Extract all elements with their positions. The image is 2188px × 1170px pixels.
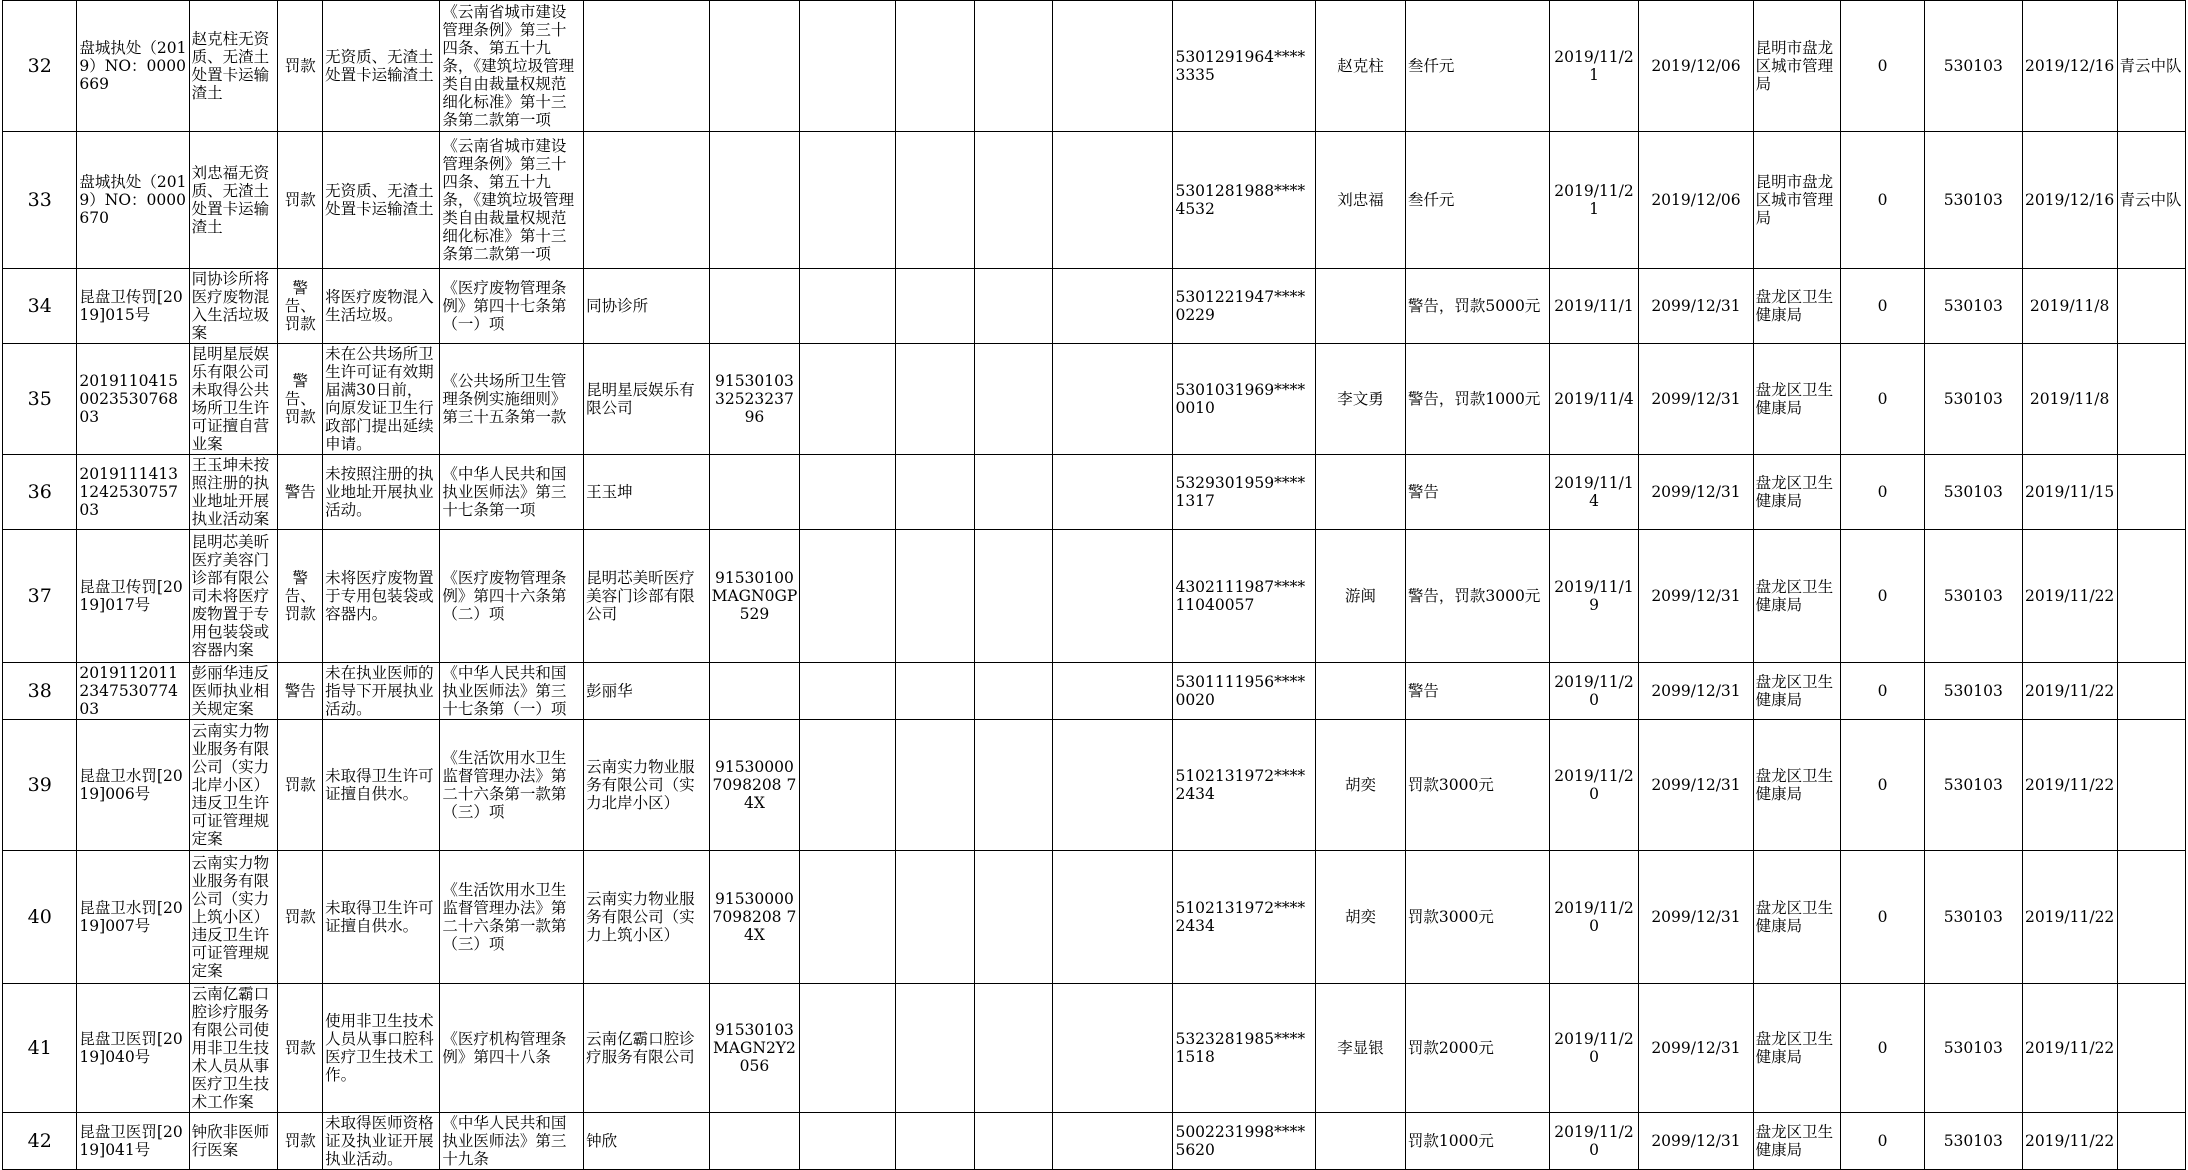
table-row — [3, 455, 2186, 530]
region-code-cell[interactable]: 530103 — [1924, 344, 2022, 455]
legal-representative-cell[interactable]: 胡奕 — [1316, 851, 1406, 984]
table-row — [3, 269, 2186, 344]
row-number-cell[interactable]: 37 — [3, 530, 77, 663]
penalty-type-cell[interactable]: 罚款 — [278, 984, 323, 1113]
status-code-cell[interactable]: 0 — [1841, 530, 1925, 663]
legal-basis-cell[interactable]: 《生活饮用水卫生监督管理办法》第二十六条第一款第（三）项 — [440, 720, 584, 851]
id-number-cell[interactable]: 5301111956****0020 — [1173, 663, 1316, 720]
case-number-cell[interactable]: 昆盘卫医罚[2019]041号 — [77, 1113, 189, 1170]
violation-facts-cell[interactable]: 未取得卫生许可证擅自供水。 — [323, 851, 440, 984]
case-name-cell[interactable]: 赵克柱无资质、无渣土处置卡运输渣土 — [189, 1, 278, 132]
id-number-cell[interactable]: 5301031969****0010 — [1173, 344, 1316, 455]
case-number-cell[interactable]: 2019111413124253075703 — [77, 455, 189, 530]
team-cell[interactable] — [2117, 1113, 2185, 1170]
legal-basis-cell[interactable]: 《医疗废物管理条例》第四十六条第（二）项 — [440, 530, 584, 663]
authority-cell[interactable]: 盘龙区卫生健康局 — [1753, 455, 1841, 530]
case-name-cell[interactable]: 钟欣非医师行医案 — [189, 1113, 278, 1170]
publish-date-cell[interactable]: 2019/12/16 — [2022, 1, 2117, 132]
case-number-cell[interactable]: 盘城执处（2019）NO：0000669 — [77, 1, 189, 132]
valid-until-cell[interactable]: 2019/12/06 — [1639, 1, 1753, 132]
legal-representative-cell[interactable] — [1316, 269, 1406, 344]
violation-facts-cell[interactable]: 未取得医师资格证及执业证开展执业活动。 — [323, 1113, 440, 1170]
blank-col-9-cell[interactable] — [800, 720, 896, 851]
blank-col-12-cell[interactable] — [1053, 663, 1173, 720]
status-code-cell[interactable]: 0 — [1841, 132, 1925, 269]
valid-until-cell[interactable]: 2099/12/31 — [1639, 984, 1753, 1113]
legal-representative-cell[interactable] — [1316, 663, 1406, 720]
penalty-type-cell[interactable]: 警告、罚款 — [278, 269, 323, 344]
penalty-type-cell[interactable]: 罚款 — [278, 851, 323, 984]
penalty-content-cell[interactable]: 罚款3000元 — [1405, 851, 1549, 984]
valid-until-cell[interactable]: 2099/12/31 — [1639, 1113, 1753, 1170]
case-number-cell[interactable]: 昆盘卫医罚[2019]040号 — [77, 984, 189, 1113]
blank-col-12-cell[interactable] — [1053, 269, 1173, 344]
authority-cell[interactable]: 昆明市盘龙区城市管理局 — [1753, 132, 1841, 269]
blank-col-9-cell[interactable] — [800, 1, 896, 132]
valid-until-cell[interactable]: 2099/12/31 — [1639, 530, 1753, 663]
decision-date-cell[interactable]: 2019/11/20 — [1549, 720, 1639, 851]
party-name-cell[interactable]: 昆明芯美昕医疗美容门诊部有限公司 — [584, 530, 709, 663]
table-row — [3, 984, 2186, 1113]
decision-date-cell[interactable]: 2019/11/20 — [1549, 984, 1639, 1113]
blank-col-11-cell[interactable] — [974, 851, 1053, 984]
penalty-type-cell[interactable]: 警告 — [278, 663, 323, 720]
status-code-cell[interactable]: 0 — [1841, 851, 1925, 984]
case-number-cell[interactable]: 昆盘卫水罚[2019]007号 — [77, 851, 189, 984]
case-name-cell[interactable]: 彭丽华违反医师执业相关规定案 — [189, 663, 278, 720]
credit-code-cell[interactable]: 915300007098208 74X — [709, 720, 800, 851]
blank-col-9-cell[interactable] — [800, 269, 896, 344]
case-name-cell[interactable]: 王玉坤未按照注册的执业地址开展执业活动案 — [189, 455, 278, 530]
blank-col-11-cell[interactable] — [974, 455, 1053, 530]
valid-until-cell[interactable]: 2099/12/31 — [1639, 269, 1753, 344]
row-number-cell[interactable]: 33 — [3, 132, 77, 269]
blank-col-10-cell[interactable] — [896, 663, 975, 720]
publish-date-cell[interactable]: 2019/11/22 — [2022, 530, 2117, 663]
blank-col-10-cell[interactable] — [896, 269, 975, 344]
id-number-cell[interactable]: 5102131972****2434 — [1173, 851, 1316, 984]
case-number-cell[interactable]: 2019110415002353076803 — [77, 344, 189, 455]
case-name-cell[interactable]: 昆明星辰娱乐有限公司未取得公共场所卫生许可证擅自营业案 — [189, 344, 278, 455]
blank-col-12-cell[interactable] — [1053, 132, 1173, 269]
id-number-cell[interactable]: 5301221947****0229 — [1173, 269, 1316, 344]
penalty-content-cell[interactable]: 罚款2000元 — [1405, 984, 1549, 1113]
credit-code-cell[interactable]: 91530103MAGN2Y2056 — [709, 984, 800, 1113]
row-number-cell[interactable]: 32 — [3, 1, 77, 132]
row-number-cell[interactable]: 34 — [3, 269, 77, 344]
row-number-cell[interactable]: 39 — [3, 720, 77, 851]
valid-until-cell[interactable]: 2099/12/31 — [1639, 663, 1753, 720]
legal-representative-cell[interactable]: 李显银 — [1316, 984, 1406, 1113]
region-code-cell[interactable]: 530103 — [1924, 984, 2022, 1113]
legal-basis-cell[interactable]: 《中华人民共和国执业医师法》第三十七条第（一）项 — [440, 663, 584, 720]
blank-col-10-cell[interactable] — [896, 720, 975, 851]
penalty-content-cell[interactable]: 叁仟元 — [1405, 1, 1549, 132]
blank-col-10-cell[interactable] — [896, 344, 975, 455]
party-name-cell[interactable]: 彭丽华 — [584, 663, 709, 720]
case-name-cell[interactable]: 同协诊所将医疗废物混入生活垃圾案 — [189, 269, 278, 344]
authority-cell[interactable]: 盘龙区卫生健康局 — [1753, 720, 1841, 851]
region-code-cell[interactable]: 530103 — [1924, 455, 2022, 530]
decision-date-cell[interactable]: 2019/11/21 — [1549, 1, 1639, 132]
status-code-cell[interactable]: 0 — [1841, 1113, 1925, 1170]
publish-date-cell[interactable]: 2019/12/16 — [2022, 132, 2117, 269]
authority-cell[interactable]: 盘龙区卫生健康局 — [1753, 344, 1841, 455]
case-number-cell[interactable]: 昆盘卫传罚[2019]017号 — [77, 530, 189, 663]
credit-code-cell[interactable] — [709, 269, 800, 344]
violation-facts-cell[interactable]: 无资质、无渣土处置卡运输渣土 — [323, 1, 440, 132]
region-code-cell[interactable]: 530103 — [1924, 132, 2022, 269]
table-row — [3, 344, 2186, 455]
legal-representative-cell[interactable] — [1316, 1113, 1406, 1170]
team-cell[interactable]: 青云中队 — [2117, 1, 2185, 132]
blank-col-10-cell[interactable] — [896, 530, 975, 663]
party-name-cell[interactable]: 昆明星辰娱乐有限公司 — [584, 344, 709, 455]
status-code-cell[interactable]: 0 — [1841, 344, 1925, 455]
legal-basis-cell[interactable]: 《中华人民共和国执业医师法》第三十九条 — [440, 1113, 584, 1170]
decision-date-cell[interactable]: 2019/11/14 — [1549, 455, 1639, 530]
blank-col-12-cell[interactable] — [1053, 455, 1173, 530]
violation-facts-cell[interactable]: 将医疗废物混入生活垃圾。 — [323, 269, 440, 344]
legal-basis-cell[interactable]: 《云南省城市建设管理条例》第三十四条、第五十九条，《建筑垃圾管理类自由裁量权规范细化标准》第十三条第二款第一项 — [440, 1, 584, 132]
penalty-content-cell[interactable]: 警告，罚款1000元 — [1405, 344, 1549, 455]
legal-representative-cell[interactable]: 胡奕 — [1316, 720, 1406, 851]
table-row — [3, 132, 2186, 269]
penalty-type-cell[interactable]: 警告、罚款 — [278, 530, 323, 663]
blank-col-12-cell[interactable] — [1053, 1113, 1173, 1170]
penalty-type-cell[interactable]: 罚款 — [278, 1, 323, 132]
penalty-content-cell[interactable]: 警告，罚款3000元 — [1405, 530, 1549, 663]
penalty-type-cell[interactable]: 罚款 — [278, 720, 323, 851]
publish-date-cell[interactable]: 2019/11/22 — [2022, 720, 2117, 851]
party-name-cell[interactable]: 王玉坤 — [584, 455, 709, 530]
team-cell[interactable] — [2117, 720, 2185, 851]
legal-basis-cell[interactable]: 《云南省城市建设管理条例》第三十四条、第五十九条，《建筑垃圾管理类自由裁量权规范细化标准》第十三条第二款第一项 — [440, 132, 584, 269]
status-code-cell[interactable]: 0 — [1841, 269, 1925, 344]
blank-col-12-cell[interactable] — [1053, 984, 1173, 1113]
team-cell[interactable]: 青云中队 — [2117, 132, 2185, 269]
blank-col-9-cell[interactable] — [800, 663, 896, 720]
id-number-cell[interactable]: 5323281985****1518 — [1173, 984, 1316, 1113]
status-code-cell[interactable]: 0 — [1841, 455, 1925, 530]
penalty-content-cell[interactable]: 叁仟元 — [1405, 132, 1549, 269]
penalty-content-cell[interactable]: 罚款3000元 — [1405, 720, 1549, 851]
blank-col-9-cell[interactable] — [800, 984, 896, 1113]
blank-col-9-cell[interactable] — [800, 530, 896, 663]
legal-representative-cell[interactable]: 李文勇 — [1316, 344, 1406, 455]
violation-facts-cell[interactable]: 未在执业医师的指导下开展执业活动。 — [323, 663, 440, 720]
case-name-cell[interactable]: 云南实力物业服务有限公司（实力北岸小区）违反卫生许可证管理规定案 — [189, 720, 278, 851]
row-number-cell[interactable]: 42 — [3, 1113, 77, 1170]
region-code-cell[interactable]: 530103 — [1924, 663, 2022, 720]
case-name-cell[interactable]: 昆明芯美昕医疗美容门诊部有限公司未将医疗废物置于专用包装袋或容器内案 — [189, 530, 278, 663]
publish-date-cell[interactable]: 2019/11/22 — [2022, 663, 2117, 720]
credit-code-cell[interactable] — [709, 1, 800, 132]
row-number-cell[interactable]: 41 — [3, 984, 77, 1113]
credit-code-cell[interactable]: 915300007098208 74X — [709, 851, 800, 984]
table-row — [3, 720, 2186, 851]
violation-facts-cell[interactable]: 使用非卫生技术人员从事口腔科医疗卫生技术工作。 — [323, 984, 440, 1113]
blank-col-10-cell[interactable] — [896, 984, 975, 1113]
team-cell[interactable] — [2117, 984, 2185, 1113]
status-code-cell[interactable]: 0 — [1841, 720, 1925, 851]
blank-col-11-cell[interactable] — [974, 1113, 1053, 1170]
legal-representative-cell[interactable]: 刘忠福 — [1316, 132, 1406, 269]
publish-date-cell[interactable]: 2019/11/8 — [2022, 269, 2117, 344]
valid-until-cell[interactable]: 2099/12/31 — [1639, 720, 1753, 851]
blank-col-9-cell[interactable] — [800, 1113, 896, 1170]
team-cell[interactable] — [2117, 455, 2185, 530]
blank-col-11-cell[interactable] — [974, 132, 1053, 269]
decision-date-cell[interactable]: 2019/11/20 — [1549, 851, 1639, 984]
region-code-cell[interactable]: 530103 — [1924, 269, 2022, 344]
team-cell[interactable] — [2117, 530, 2185, 663]
publish-date-cell[interactable]: 2019/11/22 — [2022, 1113, 2117, 1170]
case-number-cell[interactable]: 2019112011234753077403 — [77, 663, 189, 720]
authority-cell[interactable]: 盘龙区卫生健康局 — [1753, 1113, 1841, 1170]
id-number-cell[interactable]: 5002231998****5620 — [1173, 1113, 1316, 1170]
table-row — [3, 1, 2186, 132]
party-name-cell[interactable]: 同协诊所 — [584, 269, 709, 344]
decision-date-cell[interactable]: 2019/11/4 — [1549, 344, 1639, 455]
credit-code-cell[interactable] — [709, 663, 800, 720]
region-code-cell[interactable]: 530103 — [1924, 1113, 2022, 1170]
blank-col-10-cell[interactable] — [896, 455, 975, 530]
region-code-cell[interactable]: 530103 — [1924, 851, 2022, 984]
valid-until-cell[interactable]: 2099/12/31 — [1639, 455, 1753, 530]
status-code-cell[interactable]: 0 — [1841, 984, 1925, 1113]
team-cell[interactable] — [2117, 663, 2185, 720]
blank-col-9-cell[interactable] — [800, 455, 896, 530]
party-name-cell[interactable]: 云南实力物业服务有限公司（实力北岸小区） — [584, 720, 709, 851]
table-row — [3, 1113, 2186, 1170]
status-code-cell[interactable]: 0 — [1841, 663, 1925, 720]
id-number-cell[interactable]: 5301281988****4532 — [1173, 132, 1316, 269]
region-code-cell[interactable]: 530103 — [1924, 720, 2022, 851]
decision-date-cell[interactable]: 2019/11/20 — [1549, 1113, 1639, 1170]
blank-col-11-cell[interactable] — [974, 984, 1053, 1113]
authority-cell[interactable]: 盘龙区卫生健康局 — [1753, 269, 1841, 344]
case-name-cell[interactable]: 云南实力物业服务有限公司（实力上筑小区）违反卫生许可证管理规定案 — [189, 851, 278, 984]
blank-col-12-cell[interactable] — [1053, 1, 1173, 132]
credit-code-cell[interactable] — [709, 1113, 800, 1170]
row-number-cell[interactable]: 35 — [3, 344, 77, 455]
blank-col-11-cell[interactable] — [974, 1, 1053, 132]
violation-facts-cell[interactable]: 未将医疗废物置于专用包装袋或容器内。 — [323, 530, 440, 663]
penalty-type-cell[interactable]: 罚款 — [278, 132, 323, 269]
region-code-cell[interactable]: 530103 — [1924, 1, 2022, 132]
case-number-cell[interactable]: 昆盘卫水罚[2019]006号 — [77, 720, 189, 851]
blank-col-12-cell[interactable] — [1053, 851, 1173, 984]
publish-date-cell[interactable]: 2019/11/22 — [2022, 984, 2117, 1113]
party-name-cell[interactable] — [584, 132, 709, 269]
authority-cell[interactable]: 盘龙区卫生健康局 — [1753, 530, 1841, 663]
legal-representative-cell[interactable]: 赵克柱 — [1316, 1, 1406, 132]
violation-facts-cell[interactable]: 未取得卫生许可证擅自供水。 — [323, 720, 440, 851]
blank-col-11-cell[interactable] — [974, 663, 1053, 720]
table-row — [3, 530, 2186, 663]
blank-col-10-cell[interactable] — [896, 1113, 975, 1170]
violation-facts-cell[interactable]: 未在公共场所卫生许可证有效期届满30日前，向原发证卫生行政部门提出延续申请。 — [323, 344, 440, 455]
authority-cell[interactable]: 盘龙区卫生健康局 — [1753, 984, 1841, 1113]
blank-col-10-cell[interactable] — [896, 1, 975, 132]
row-number-cell[interactable]: 38 — [3, 663, 77, 720]
case-name-cell[interactable]: 刘忠福无资质、无渣土处置卡运输渣土 — [189, 132, 278, 269]
id-number-cell[interactable]: 5301291964****3335 — [1173, 1, 1316, 132]
legal-representative-cell[interactable] — [1316, 455, 1406, 530]
violation-facts-cell[interactable]: 无资质、无渣土处置卡运输渣土 — [323, 132, 440, 269]
id-number-cell[interactable]: 5329301959****1317 — [1173, 455, 1316, 530]
legal-basis-cell[interactable]: 《医疗废物管理条例》第四十七条第（一）项 — [440, 269, 584, 344]
penalty-content-cell[interactable]: 罚款1000元 — [1405, 1113, 1549, 1170]
authority-cell[interactable]: 盘龙区卫生健康局 — [1753, 663, 1841, 720]
team-cell[interactable] — [2117, 851, 2185, 984]
credit-code-cell[interactable]: 915301033252323796 — [709, 344, 800, 455]
legal-basis-cell[interactable]: 《公共场所卫生管理条例实施细则》第三十五条第一款 — [440, 344, 584, 455]
table-row — [3, 663, 2186, 720]
region-code-cell[interactable]: 530103 — [1924, 530, 2022, 663]
blank-col-9-cell[interactable] — [800, 132, 896, 269]
penalty-type-cell[interactable]: 警告 — [278, 455, 323, 530]
row-number-cell[interactable]: 40 — [3, 851, 77, 984]
blank-col-10-cell[interactable] — [896, 132, 975, 269]
blank-col-11-cell[interactable] — [974, 269, 1053, 344]
id-number-cell[interactable]: 4302111987****11040057 — [1173, 530, 1316, 663]
case-number-cell[interactable]: 昆盘卫传罚[2019]015号 — [77, 269, 189, 344]
penalty-content-cell[interactable]: 警告 — [1405, 663, 1549, 720]
blank-col-11-cell[interactable] — [974, 344, 1053, 455]
id-number-cell[interactable]: 5102131972****2434 — [1173, 720, 1316, 851]
decision-date-cell[interactable]: 2019/11/19 — [1549, 530, 1639, 663]
blank-col-12-cell[interactable] — [1053, 530, 1173, 663]
legal-basis-cell[interactable]: 《生活饮用水卫生监督管理办法》第二十六条第一款第（三）项 — [440, 851, 584, 984]
legal-representative-cell[interactable]: 游闽 — [1316, 530, 1406, 663]
team-cell[interactable] — [2117, 269, 2185, 344]
case-number-cell[interactable]: 盘城执处（2019）NO：0000670 — [77, 132, 189, 269]
legal-basis-cell[interactable]: 《医疗机构管理条例》第四十八条 — [440, 984, 584, 1113]
party-name-cell[interactable] — [584, 1, 709, 132]
blank-col-11-cell[interactable] — [974, 530, 1053, 663]
party-name-cell[interactable]: 云南亿霸口腔诊疗服务有限公司 — [584, 984, 709, 1113]
valid-until-cell[interactable]: 2099/12/31 — [1639, 851, 1753, 984]
penalty-content-cell[interactable]: 警告，罚款5000元 — [1405, 269, 1549, 344]
blank-col-9-cell[interactable] — [800, 344, 896, 455]
publish-date-cell[interactable]: 2019/11/8 — [2022, 344, 2117, 455]
status-code-cell[interactable]: 0 — [1841, 1, 1925, 132]
team-cell[interactable] — [2117, 344, 2185, 455]
row-number-cell[interactable]: 36 — [3, 455, 77, 530]
table-row — [3, 851, 2186, 984]
authority-cell[interactable]: 盘龙区卫生健康局 — [1753, 851, 1841, 984]
publish-date-cell[interactable]: 2019/11/15 — [2022, 455, 2117, 530]
valid-until-cell[interactable]: 2099/12/31 — [1639, 344, 1753, 455]
blank-col-11-cell[interactable] — [974, 720, 1053, 851]
party-name-cell[interactable]: 钟欣 — [584, 1113, 709, 1170]
publish-date-cell[interactable]: 2019/11/22 — [2022, 851, 2117, 984]
penalty-content-cell[interactable]: 警告 — [1405, 455, 1549, 530]
blank-col-12-cell[interactable] — [1053, 344, 1173, 455]
blank-col-12-cell[interactable] — [1053, 720, 1173, 851]
authority-cell[interactable]: 昆明市盘龙区城市管理局 — [1753, 1, 1841, 132]
valid-until-cell[interactable]: 2019/12/06 — [1639, 132, 1753, 269]
decision-date-cell[interactable]: 2019/11/21 — [1549, 132, 1639, 269]
credit-code-cell[interactable] — [709, 132, 800, 269]
decision-date-cell[interactable]: 2019/11/20 — [1549, 663, 1639, 720]
penalty-type-cell[interactable]: 警告、罚款 — [278, 344, 323, 455]
case-name-cell[interactable]: 云南亿霸口腔诊疗服务有限公司使用非卫生技术人员从事医疗卫生技术工作案 — [189, 984, 278, 1113]
credit-code-cell[interactable]: 91530100MAGN0GP529 — [709, 530, 800, 663]
decision-date-cell[interactable]: 2019/11/1 — [1549, 269, 1639, 344]
penalty-type-cell[interactable]: 罚款 — [278, 1113, 323, 1170]
penalty-records-table — [2, 0, 2186, 1170]
party-name-cell[interactable]: 云南实力物业服务有限公司（实力上筑小区） — [584, 851, 709, 984]
blank-col-9-cell[interactable] — [800, 851, 896, 984]
legal-basis-cell[interactable]: 《中华人民共和国执业医师法》第三十七条第一项 — [440, 455, 584, 530]
blank-col-10-cell[interactable] — [896, 851, 975, 984]
violation-facts-cell[interactable]: 未按照注册的执业地址开展执业活动。 — [323, 455, 440, 530]
credit-code-cell[interactable] — [709, 455, 800, 530]
